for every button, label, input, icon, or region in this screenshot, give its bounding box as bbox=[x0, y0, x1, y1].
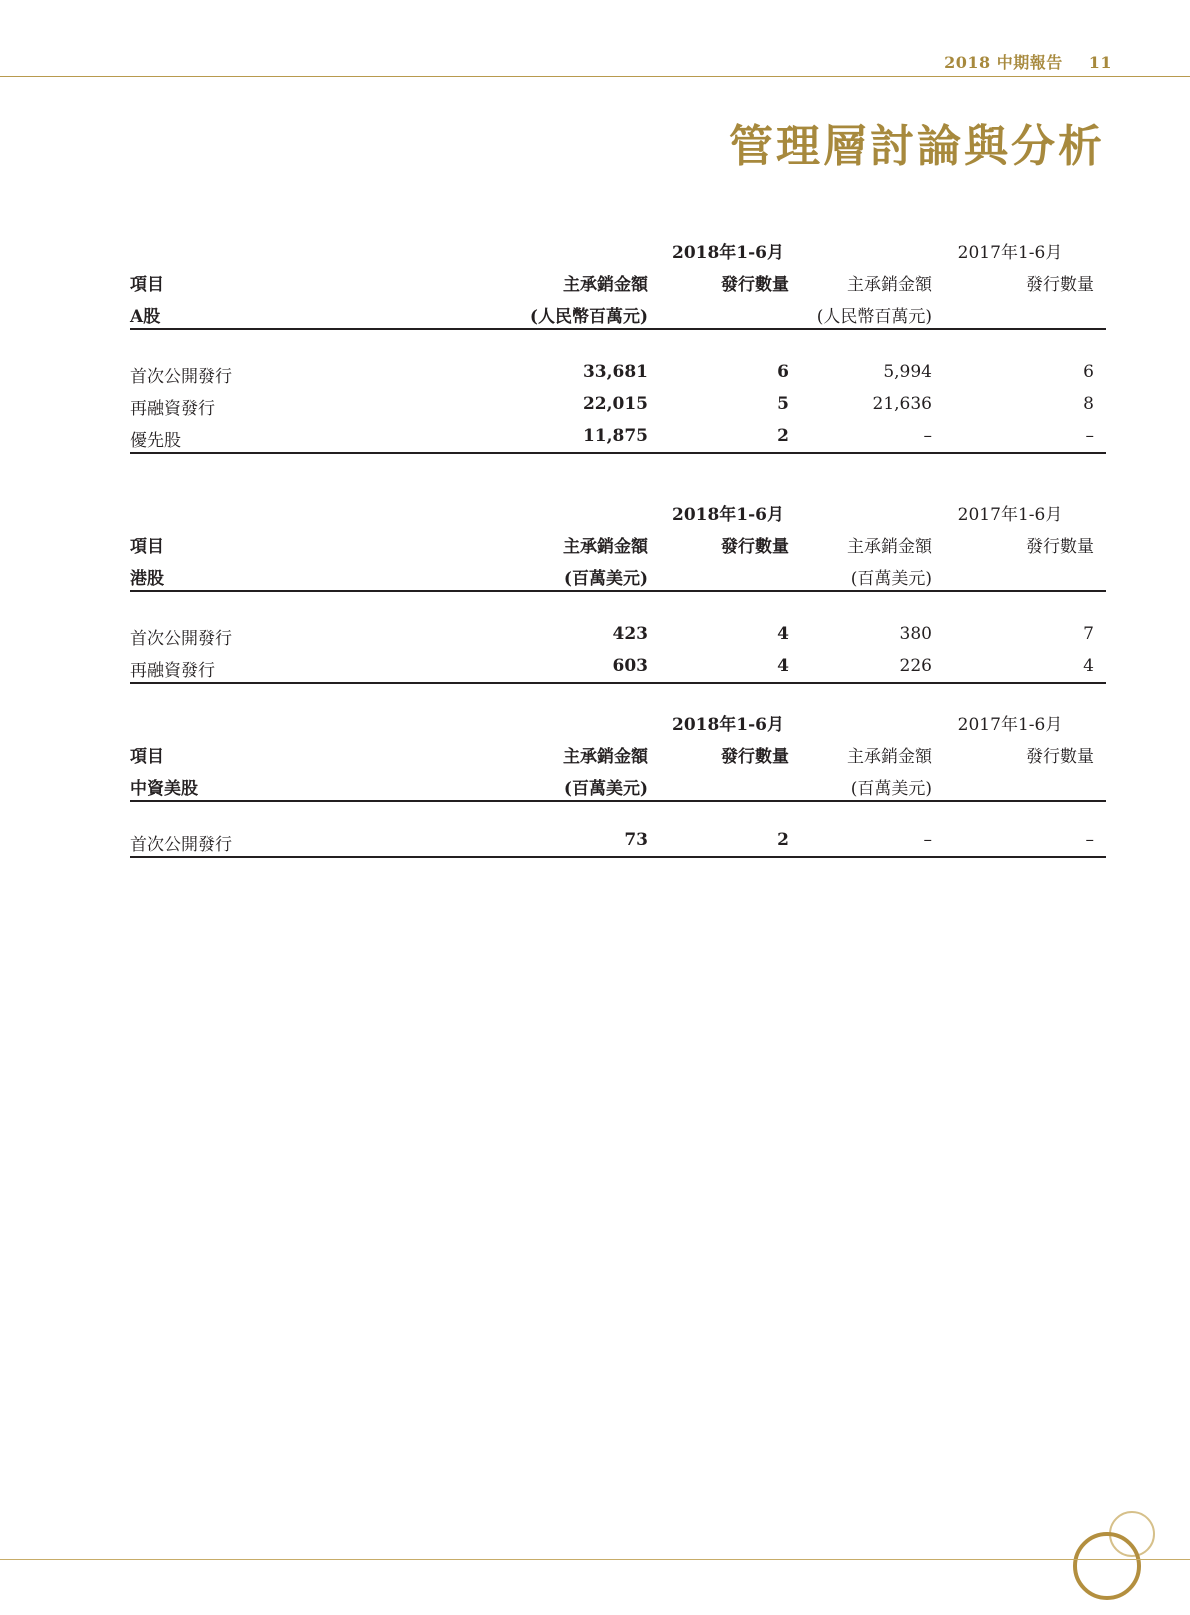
item-label: 項目 bbox=[130, 747, 164, 767]
table-row bbox=[130, 356, 1106, 388]
period-header-row bbox=[130, 494, 1106, 526]
amount-2017: 5,994 bbox=[883, 362, 932, 382]
col-amount-2018: 主承銷金額 bbox=[563, 275, 648, 295]
table-us-listed-chinese bbox=[130, 704, 1106, 858]
row-label: 優先股 bbox=[130, 431, 181, 451]
count-2017: 6 bbox=[1083, 362, 1094, 382]
page-title: 管理層討論與分析 bbox=[729, 121, 1105, 172]
count-2018: 2 bbox=[777, 830, 789, 850]
header-rule bbox=[130, 800, 1106, 802]
unit-row bbox=[130, 296, 1106, 328]
unit-2018: (百萬美元) bbox=[563, 569, 648, 589]
table-row bbox=[130, 420, 1106, 452]
table-row bbox=[130, 824, 1106, 856]
col-count-2018: 發行數量 bbox=[721, 537, 789, 557]
table-bottom-rule bbox=[130, 856, 1106, 858]
decorative-rings-icon bbox=[1060, 1500, 1170, 1610]
unit-row bbox=[130, 558, 1106, 590]
count-2017: 7 bbox=[1083, 624, 1094, 644]
category-label: A股 bbox=[130, 307, 161, 327]
underwriting-tables bbox=[130, 232, 1106, 858]
row-label: 首次公開發行 bbox=[130, 367, 232, 387]
amount-2018: 73 bbox=[624, 830, 648, 850]
count-2018: 4 bbox=[777, 624, 789, 644]
footer-divider bbox=[0, 1559, 1190, 1560]
row-label: 再融資發行 bbox=[130, 661, 215, 681]
amount-2017: 380 bbox=[899, 624, 932, 644]
table-row bbox=[130, 650, 1106, 682]
col-count-2017: 發行數量 bbox=[1026, 537, 1094, 557]
unit-2018: (百萬美元) bbox=[563, 779, 648, 799]
category-label: 中資美股 bbox=[130, 779, 198, 799]
amount-2017: 226 bbox=[899, 656, 932, 676]
period-2017: 2017年1-6月 bbox=[957, 505, 1063, 525]
column-header-row bbox=[130, 526, 1106, 558]
col-amount-2017: 主承銷金額 bbox=[847, 747, 932, 767]
amount-2018: 423 bbox=[612, 624, 648, 644]
row-label: 首次公開發行 bbox=[130, 835, 232, 855]
amount-2017: 21,636 bbox=[872, 394, 932, 414]
header-divider bbox=[0, 76, 1190, 77]
col-amount-2018: 主承銷金額 bbox=[563, 747, 648, 767]
item-label: 項目 bbox=[130, 275, 164, 295]
amount-2018: 33,681 bbox=[582, 362, 648, 382]
page-number: 11 bbox=[1088, 53, 1112, 72]
period-2017: 2017年1-6月 bbox=[957, 243, 1063, 263]
unit-2017: (人民幣百萬元) bbox=[816, 307, 932, 327]
col-amount-2018: 主承銷金額 bbox=[563, 537, 648, 557]
unit-2017: (百萬美元) bbox=[850, 779, 932, 799]
item-label: 項目 bbox=[130, 537, 164, 557]
amount-2018: 11,875 bbox=[582, 426, 648, 446]
report-name: 2018 中期報告 bbox=[944, 53, 1063, 72]
period-header-row bbox=[130, 704, 1106, 736]
row-label: 首次公開發行 bbox=[130, 629, 232, 649]
count-2018: 5 bbox=[777, 394, 789, 414]
count-2018: 6 bbox=[777, 362, 789, 382]
table-bottom-rule bbox=[130, 682, 1106, 684]
col-count-2017: 發行數量 bbox=[1026, 275, 1094, 295]
category-label: 港股 bbox=[130, 569, 164, 589]
table-a-shares bbox=[130, 232, 1106, 454]
col-count-2018: 發行數量 bbox=[721, 747, 789, 767]
period-2018: 2018年1-6月 bbox=[671, 715, 785, 735]
row-label: 再融資發行 bbox=[130, 399, 215, 419]
col-amount-2017: 主承銷金額 bbox=[847, 275, 932, 295]
table-row bbox=[130, 618, 1106, 650]
unit-row bbox=[130, 768, 1106, 800]
count-2017: 8 bbox=[1083, 394, 1094, 414]
header-rule bbox=[130, 590, 1106, 592]
count-2018: 2 bbox=[777, 426, 789, 446]
amount-2018: 22,015 bbox=[582, 394, 648, 414]
period-2017: 2017年1-6月 bbox=[957, 715, 1063, 735]
running-header bbox=[944, 50, 1112, 73]
amount-2018: 603 bbox=[612, 656, 648, 676]
column-header-row bbox=[130, 264, 1106, 296]
header-rule bbox=[130, 328, 1106, 330]
column-header-row bbox=[130, 736, 1106, 768]
amount-2017: – bbox=[923, 426, 932, 446]
amount-2017: – bbox=[923, 830, 932, 850]
count-2017: 4 bbox=[1083, 656, 1094, 676]
unit-2018: (人民幣百萬元) bbox=[529, 307, 648, 327]
count-2017: – bbox=[1085, 426, 1094, 446]
table-hk-shares bbox=[130, 494, 1106, 684]
period-header-row bbox=[130, 232, 1106, 264]
col-count-2018: 發行數量 bbox=[721, 275, 789, 295]
period-2018: 2018年1-6月 bbox=[671, 243, 785, 263]
count-2017: – bbox=[1085, 830, 1094, 850]
col-amount-2017: 主承銷金額 bbox=[847, 537, 932, 557]
period-2018: 2018年1-6月 bbox=[671, 505, 785, 525]
table-bottom-rule bbox=[130, 452, 1106, 454]
col-count-2017: 發行數量 bbox=[1026, 747, 1094, 767]
table-row bbox=[130, 388, 1106, 420]
count-2018: 4 bbox=[777, 656, 789, 676]
unit-2017: (百萬美元) bbox=[850, 569, 932, 589]
